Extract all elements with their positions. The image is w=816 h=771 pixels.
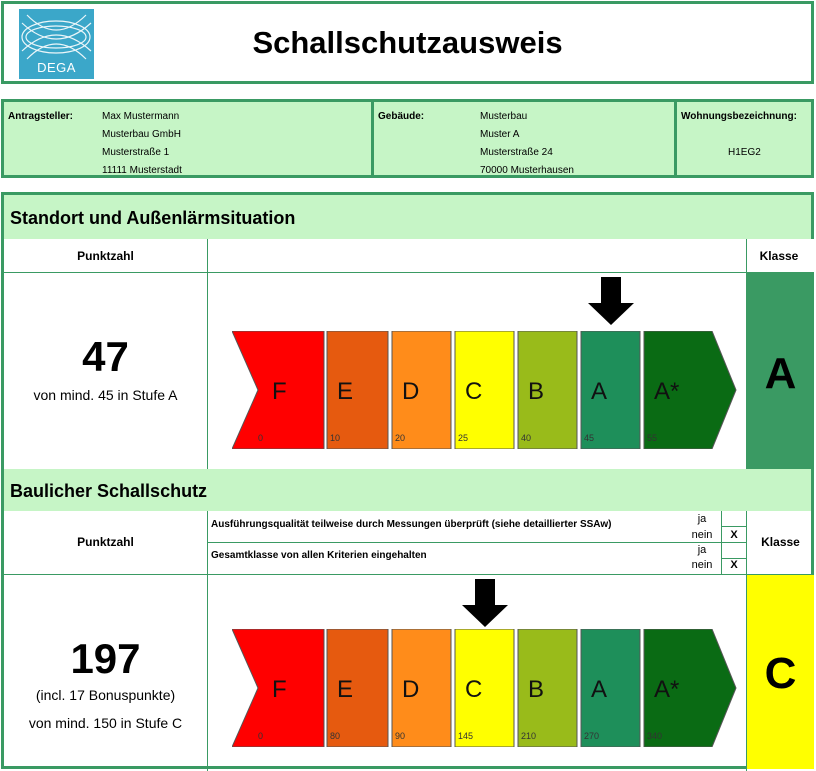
class-band-tick: 80 [330, 731, 341, 741]
class-band-label: E [337, 378, 354, 405]
info-divider [371, 102, 374, 175]
class-band-label: D [402, 378, 420, 405]
class-band-tick: 55 [647, 433, 658, 443]
building-line: 70000 Musterhausen [480, 165, 574, 176]
applicant-line: Musterstraße 1 [102, 147, 170, 158]
class-band-label: F [272, 676, 287, 703]
class-band-label: B [528, 676, 545, 703]
section2-class-letter: C [764, 649, 797, 698]
section1-class-header: Klasse [759, 249, 799, 263]
section2-score: 197 [70, 635, 141, 682]
class-band-tick: 45 [584, 433, 595, 443]
section2-arrow-icon [460, 579, 510, 629]
section1-score-note: von mind. 45 in Stufe A [33, 387, 178, 403]
class-band-d [392, 331, 451, 449]
section2-class-box [747, 575, 814, 769]
class-band-tick: 145 [458, 731, 474, 741]
section2-class-bar [232, 629, 737, 747]
class-band-a [581, 331, 640, 449]
class-band-label: D [402, 676, 420, 703]
criterion-yes: ja [697, 513, 707, 525]
class-band-c [455, 331, 514, 449]
rating-panel [1, 192, 814, 769]
class-band-d [392, 629, 451, 747]
section1-arrow-icon [586, 277, 636, 327]
section2-title-bar [4, 469, 811, 511]
criterion-mark: X [730, 559, 738, 571]
class-band-c [455, 629, 514, 747]
class-band-label: C [465, 378, 483, 405]
section2-score-header: Punktzahl [77, 535, 134, 549]
class-band-label: A* [654, 676, 680, 703]
criteria-divider [721, 526, 746, 527]
class-band-label: A* [654, 378, 680, 405]
class-band-tick: 40 [521, 433, 532, 443]
criterion-no: nein [691, 559, 713, 571]
class-band-tick: 10 [330, 433, 341, 443]
class-band-tick: 0 [258, 731, 264, 741]
building-line: Musterstraße 24 [480, 147, 553, 158]
class-band-tick: 0 [258, 433, 264, 443]
section1-score: 47 [82, 333, 129, 380]
row-divider [4, 272, 814, 273]
class-band-label: A [591, 676, 608, 703]
page-title: Schallschutzausweis [252, 25, 563, 60]
class-band-label: F [272, 378, 287, 405]
logo-text: DEGA [37, 60, 76, 75]
building-line: Muster A [480, 129, 520, 140]
section2-class-header: Klasse [761, 535, 800, 549]
applicant-line: Musterbau GmbH [102, 129, 181, 140]
class-band-tick: 270 [584, 731, 600, 741]
section1-class-box [747, 273, 814, 469]
class-band-tick: 25 [458, 433, 469, 443]
building-line: Musterbau [480, 111, 528, 122]
section1-title: Standort und Außenlärmsituation [10, 208, 296, 228]
class-band-a [581, 629, 640, 747]
applicant-line: 11111 Musterstadt [102, 165, 182, 176]
unit-label: Wohnungsbezeichnung: [681, 111, 797, 122]
class-band-b [518, 629, 577, 747]
section1-class-header-cell [746, 239, 814, 272]
class-band-label: A [591, 378, 608, 405]
criterion-no: nein [691, 529, 713, 541]
criterion-text: Ausführungsqualität teilweise durch Messungen überprüft (siehe detaillierter SSAw) [211, 519, 612, 530]
class-band-label: B [528, 378, 545, 405]
header-panel [1, 1, 814, 84]
section2-title: Baulicher Schallschutz [10, 481, 208, 501]
section1-class-bar [232, 331, 737, 449]
column-divider [207, 239, 208, 469]
applicant-label: Antragsteller: [8, 111, 74, 122]
criterion-yes: ja [697, 544, 707, 556]
applicant-line: Max Mustermann [102, 111, 180, 122]
section1-score-header: Punktzahl [77, 249, 134, 263]
criterion-text: Gesamtklasse von allen Kriterien eingehalten [211, 550, 427, 561]
info-panel [1, 99, 814, 178]
column-divider [207, 511, 208, 771]
class-band-b [518, 331, 577, 449]
class-band-tick: 20 [395, 433, 406, 443]
class-band-label: C [465, 676, 483, 703]
info-divider [674, 102, 677, 175]
building-label: Gebäude: [378, 111, 425, 122]
section1-title-bar [4, 195, 811, 239]
class-band-label: E [337, 676, 354, 703]
section2-score-bonus: (incl. 17 Bonuspunkte) [35, 687, 176, 703]
section1-class-letter: A [764, 349, 797, 398]
criterion-mark: X [730, 529, 738, 541]
class-band-tick: 340 [647, 731, 663, 741]
criteria-divider [207, 542, 746, 543]
row-divider [4, 574, 814, 575]
class-band-tick: 90 [395, 731, 406, 741]
unit-value: H1EG2 [728, 147, 761, 158]
section2-score-note: von mind. 150 in Stufe C [28, 715, 183, 731]
class-band-tick: 210 [521, 731, 537, 741]
